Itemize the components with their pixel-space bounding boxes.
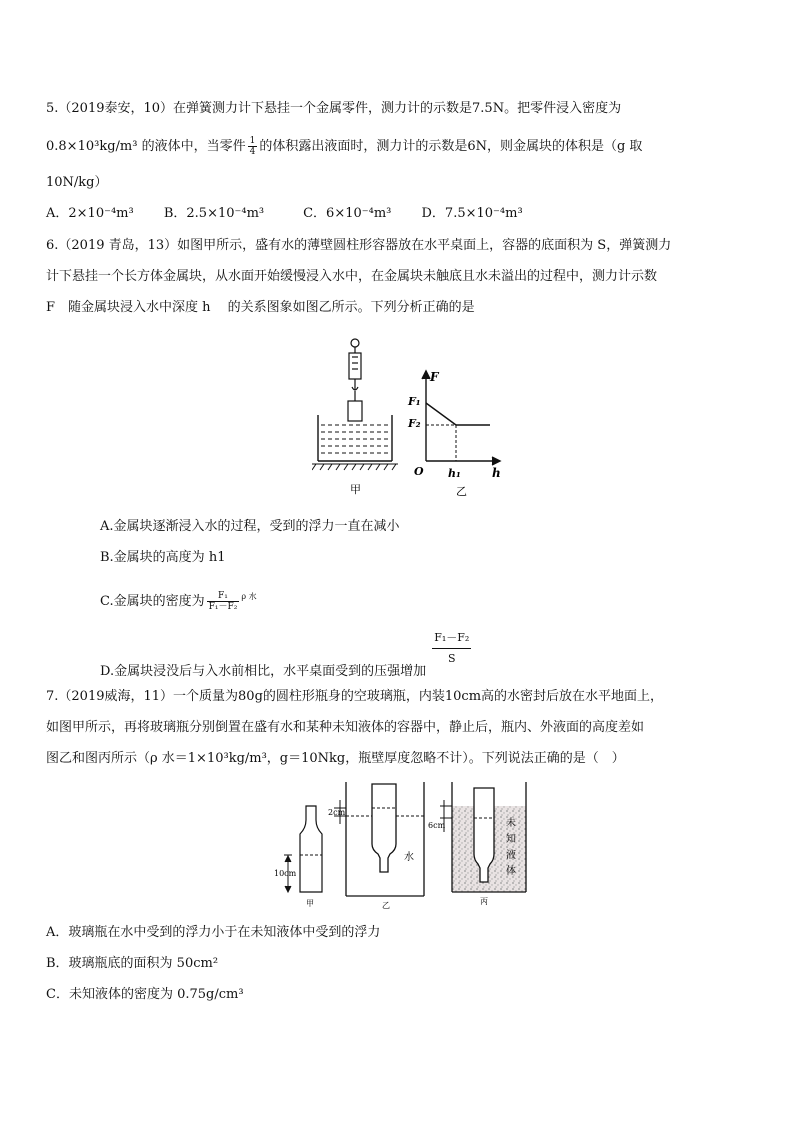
q6-option-c-rho: ρ 水: [241, 592, 257, 601]
label-unknown-4: 体: [506, 866, 516, 877]
fig6-label-yi: 乙: [456, 485, 467, 498]
axis-label-h: h: [492, 466, 501, 480]
bottle-jia: [300, 806, 322, 892]
water-lines: [321, 425, 390, 453]
q5-fraction: [248, 136, 258, 157]
label-unknown-2: 知: [506, 834, 516, 845]
q6-line-2: 计下悬挂一个长方体金属块，从水面开始缓慢浸入水中，在金属块未触底且水未溢出的过程中，测力计示数: [46, 269, 658, 284]
q5-line-1: 5.（2019泰安，10）在弹簧测力计下悬挂一个金属零件，测力计的示数是7.5N。把零件浸入密度为: [46, 101, 622, 116]
spring-scale-icon: [349, 339, 361, 401]
q5-line-3: 10N/kg）: [46, 175, 108, 190]
label-unknown-1: 未: [506, 818, 516, 829]
q6-line-1: 6.（2019 青岛，13）如图甲所示，盛有水的薄壁圆柱形容器放在水平桌面上，容器的底面积为 S，弹簧测力: [46, 238, 672, 253]
f-h-guides: [426, 425, 456, 461]
q7-line-3: 图乙和图丙所示（ρ 水＝1×10³kg/m³，g＝10Nkg，瓶壁厚度忽略不计）。下列说法正确的是（ ）: [46, 751, 625, 766]
q5-line-2: [46, 136, 642, 157]
q6-line-3: F 随金属块浸入水中深度 h 的关系图象如图乙所示。下列分析正确的是: [46, 300, 475, 315]
q7-option-c: C．未知液体的密度为 0.75g/cm³: [46, 987, 244, 1002]
label-h1: h₁: [448, 467, 461, 480]
fig7-label-bing: 丙: [480, 897, 488, 906]
container: [318, 415, 392, 461]
q7-figure: [272, 780, 532, 910]
q7-line-2: 如图甲所示，再将玻璃瓶分别倒置在盛有水和某种未知液体的容器中，静止后，瓶内、外液面的高度差如: [46, 720, 645, 735]
q6-option-c-den: F₁－F₂: [208, 602, 238, 612]
fig7-label-yi: 乙: [382, 901, 390, 910]
fig6-label-jia: 甲: [350, 483, 361, 496]
q6-option-d-den: S: [448, 652, 456, 665]
label-10cm: 10cm: [274, 869, 297, 878]
table-surface: [312, 464, 398, 470]
q5-line-2b: 的体积露出液面时，测力计的示数是6N，则金属块的体积是（g 取: [259, 139, 643, 154]
label-origin: O: [414, 465, 424, 478]
q6-option-b: B.金属块的高度为 h1: [100, 550, 226, 565]
label-unknown-3: 液: [506, 850, 516, 861]
label-6cm: 6cm: [428, 821, 446, 830]
q5-fraction-den: 4: [249, 147, 256, 157]
q6-option-c-text: C.金属块的密度为: [100, 594, 205, 609]
label-f1: F₁: [408, 395, 421, 408]
q6-option-d-num: F₁－F₂: [432, 628, 471, 649]
q5-line-2a: 0.8×10³kg/m³ 的液体中，当零件: [46, 139, 246, 154]
q6-option-c-num: F₁: [207, 591, 240, 602]
f-h-graph: [422, 371, 500, 465]
q7-option-b: B．玻璃瓶底的面积为 50cm²: [46, 956, 219, 971]
label-2cm: 2cm: [328, 808, 346, 817]
q6-option-d-text: D.金属块浸没后与入水前相比，水平桌面受到的压强增加: [100, 664, 427, 679]
q5-fraction-num: 1: [249, 136, 256, 146]
q7-line-1: 7.（2019威海，11）一个质量为80g的圆柱形瓶身的空玻璃瓶，内装10cm高的水密封后放在水平地面上，: [46, 689, 664, 704]
fig7-label-jia: 甲: [306, 899, 314, 908]
q6-option-c: [100, 588, 257, 612]
q6-option-a: A.金属块逐渐浸入水的过程，受到的浮力一直在减小: [100, 519, 400, 534]
metal-block: [348, 401, 362, 421]
label-water: 水: [404, 852, 414, 863]
q7-option-a: A．玻璃瓶在水中受到的浮力小于在未知液体中受到的浮力: [46, 925, 381, 940]
axis-label-f: F: [430, 370, 439, 384]
container-yi: [346, 782, 424, 896]
q6-figure: [312, 335, 512, 500]
q6-option-d-fraction: [432, 628, 471, 669]
q5-options: A．2×10⁻⁴m³ B．2.5×10⁻⁴m³ C．6×10⁻⁴m³ D．7.5×10⁻⁴m³: [46, 206, 523, 221]
q6-option-d: [100, 630, 473, 679]
q6-option-c-fraction: [207, 591, 240, 612]
label-f2: F₂: [408, 417, 421, 430]
